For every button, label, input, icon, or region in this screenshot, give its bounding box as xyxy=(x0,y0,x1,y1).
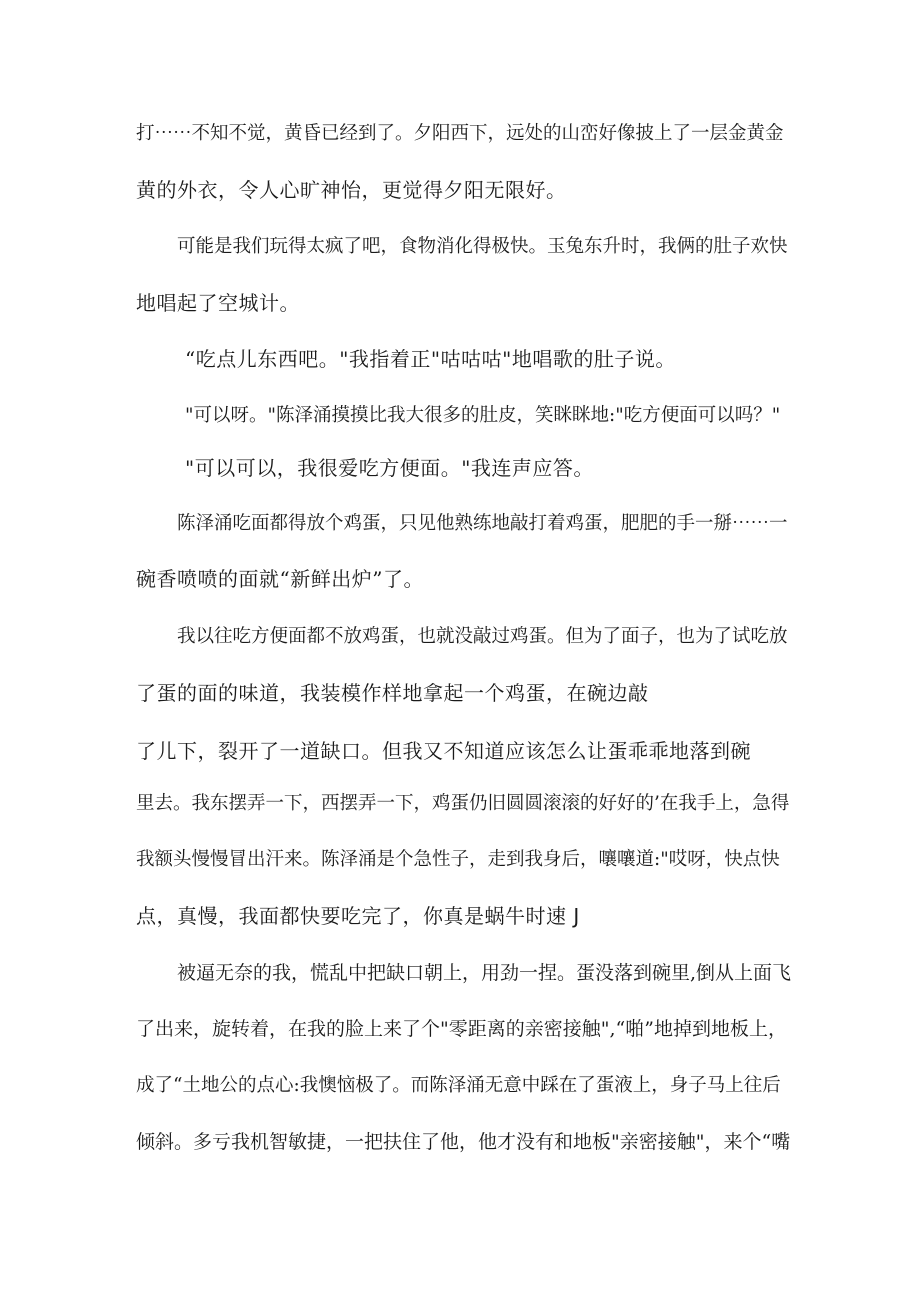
text-line: 我以往吃方便面都不放鸡蛋，也就没敲过鸡蛋。但为了面子，也为了试吃放 xyxy=(177,626,788,647)
text-line: 被逼无奈的我，慌乱中把缺口朝上，用劲一捏。蛋没落到碗里,倒从上面飞 xyxy=(177,962,792,984)
text-line: 碗香喷喷的面就“新鲜出炉”了。 xyxy=(136,567,424,591)
text-line: 陈泽涌吃面都得放个鸡蛋，只见他熟练地敲打着鸡蛋，肥肥的手一掰⋯⋯一 xyxy=(177,513,788,534)
text-line: 地唱起了空城计。 xyxy=(136,291,300,315)
text-line: 成了“土地公的点心:我懊恼极了。而陈泽涌无意中踩在了蛋液上，身子马上往后 xyxy=(136,1075,781,1096)
text-line: “吃点儿东西吧。"我指着正"咕咕咕"地唱歌的肚子说。 xyxy=(185,347,676,371)
text-segment: 点，真慢，我面都快要吃完了，你真是蜗牛时速 xyxy=(136,904,567,928)
text-line: 了蛋的面的味道，我装模作样地拿起一个鸡蛋，在碗边敲 xyxy=(136,681,649,705)
text-line: 倾斜。多亏我机智敏捷，一把扶住了他，他才没有和地板"亲密接触"，来个“嘴 xyxy=(136,1131,791,1153)
text-line: 可能是我们玩得太疯了吧，食物消化得极快。玉兔东升时，我俩的肚子欢快 xyxy=(177,236,788,257)
text-line: 黄的外衣，令人心旷神怡，更觉得夕阳无限好。 xyxy=(136,178,567,202)
text-line: 里去。我东摆弄一下，西摆弄一下，鸡蛋仍旧圆圆滚滚的好好的’在我手上，急得 xyxy=(136,793,790,814)
text-line: 我额头慢慢冒出汗来。陈泽涌是个急性子，走到我身后，嚷嚷道:"哎呀，快点快 xyxy=(136,849,780,870)
text-line: 了儿下，裂开了一道缺口。但我又不知道应该怎么让蛋乖乖地落到碗 xyxy=(136,739,751,763)
text-line: "可以可以，我很爱吃方便面。"我连声应答。 xyxy=(185,456,594,480)
text-line: "可以呀。"陈泽涌摸摸比我大很多的肚皮，笑眯眯地:"吃方便面可以吗？" xyxy=(185,405,781,426)
text-line: 打⋯⋯不知不觉，黄昏已经到了。夕阳西下，远处的山峦好像披上了一层金黄金 xyxy=(136,123,784,144)
text-line xyxy=(136,904,580,928)
text-line: 了出来，旋转着，在我的脸上来了个"零距离的亲密接触",“啪”地掉到地板上， xyxy=(136,1018,787,1040)
text-segment: J xyxy=(573,904,580,928)
